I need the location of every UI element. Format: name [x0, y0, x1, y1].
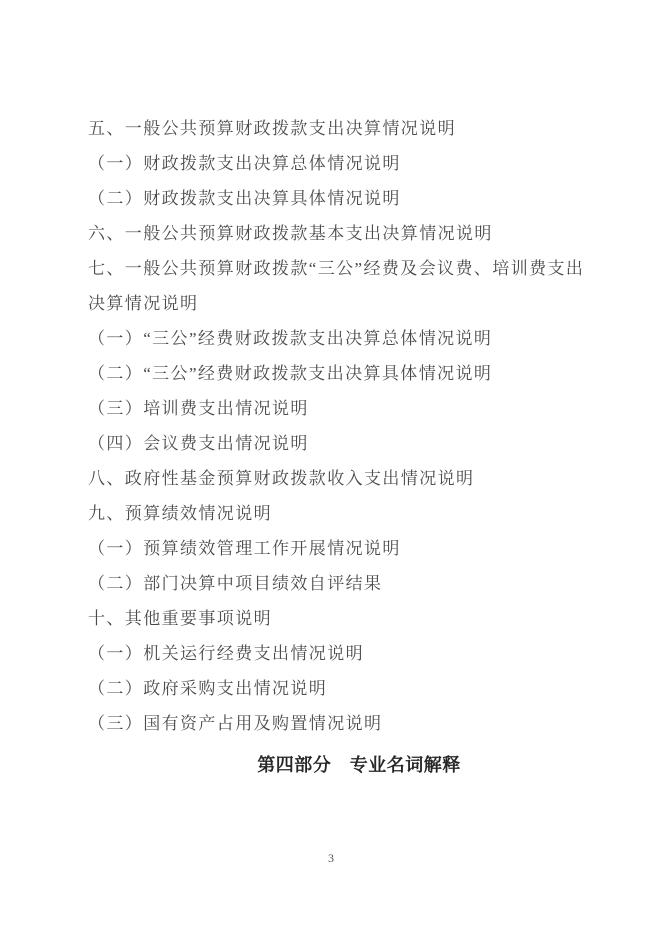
toc-line-chapter-10-item-2: （二）政府采购支出情况说明 [88, 679, 328, 698]
toc-line-chapter-5-item-1: （一）财政拨款支出决算总体情况说明 [88, 154, 401, 173]
toc-line-chapter-10: 十、其他重要事项说明 [88, 609, 272, 628]
toc-line-chapter-7-item-2: （二）“三公”经费财政拨款支出决算具体情况说明 [88, 364, 493, 383]
toc-line-chapter-10-item-1: （一）机关运行经费支出情况说明 [88, 644, 364, 663]
section-heading-part-4: 第四部分 专业名词解释 [257, 755, 461, 775]
toc-line-chapter-7-wrap: 决算情况说明 [88, 294, 199, 313]
toc-line-chapter-6: 六、一般公共预算财政拨款基本支出决算情况说明 [88, 224, 493, 243]
toc-line-chapter-8: 八、政府性基金预算财政拨款收入支出情况说明 [88, 469, 475, 488]
page-number: 3 [328, 851, 334, 865]
toc-line-chapter-7-item-1: （一）“三公”经费财政拨款支出决算总体情况说明 [88, 329, 493, 348]
toc-line-chapter-9: 九、预算绩效情况说明 [88, 504, 272, 523]
toc-line-chapter-7-item-3: （三）培训费支出情况说明 [88, 399, 309, 418]
toc-line-chapter-5: 五、一般公共预算财政拨款支出决算情况说明 [88, 119, 456, 138]
toc-section [88, 111, 602, 783]
toc-line-chapter-7-item-4: （四）会议费支出情况说明 [88, 434, 309, 453]
toc-line-chapter-5-item-2: （二）财政拨款支出决算具体情况说明 [88, 189, 401, 208]
toc-line-chapter-9-item-2: （二）部门决算中项目绩效自评结果 [88, 574, 383, 593]
toc-line-chapter-9-item-1: （一）预算绩效管理工作开展情况说明 [88, 539, 401, 558]
toc-line-chapter-10-item-3: （三）国有资产占用及购置情况说明 [88, 714, 383, 733]
toc-line-chapter-7: 七、一般公共预算财政拨款“三公”经费及会议费、培训费支出 [88, 259, 585, 278]
